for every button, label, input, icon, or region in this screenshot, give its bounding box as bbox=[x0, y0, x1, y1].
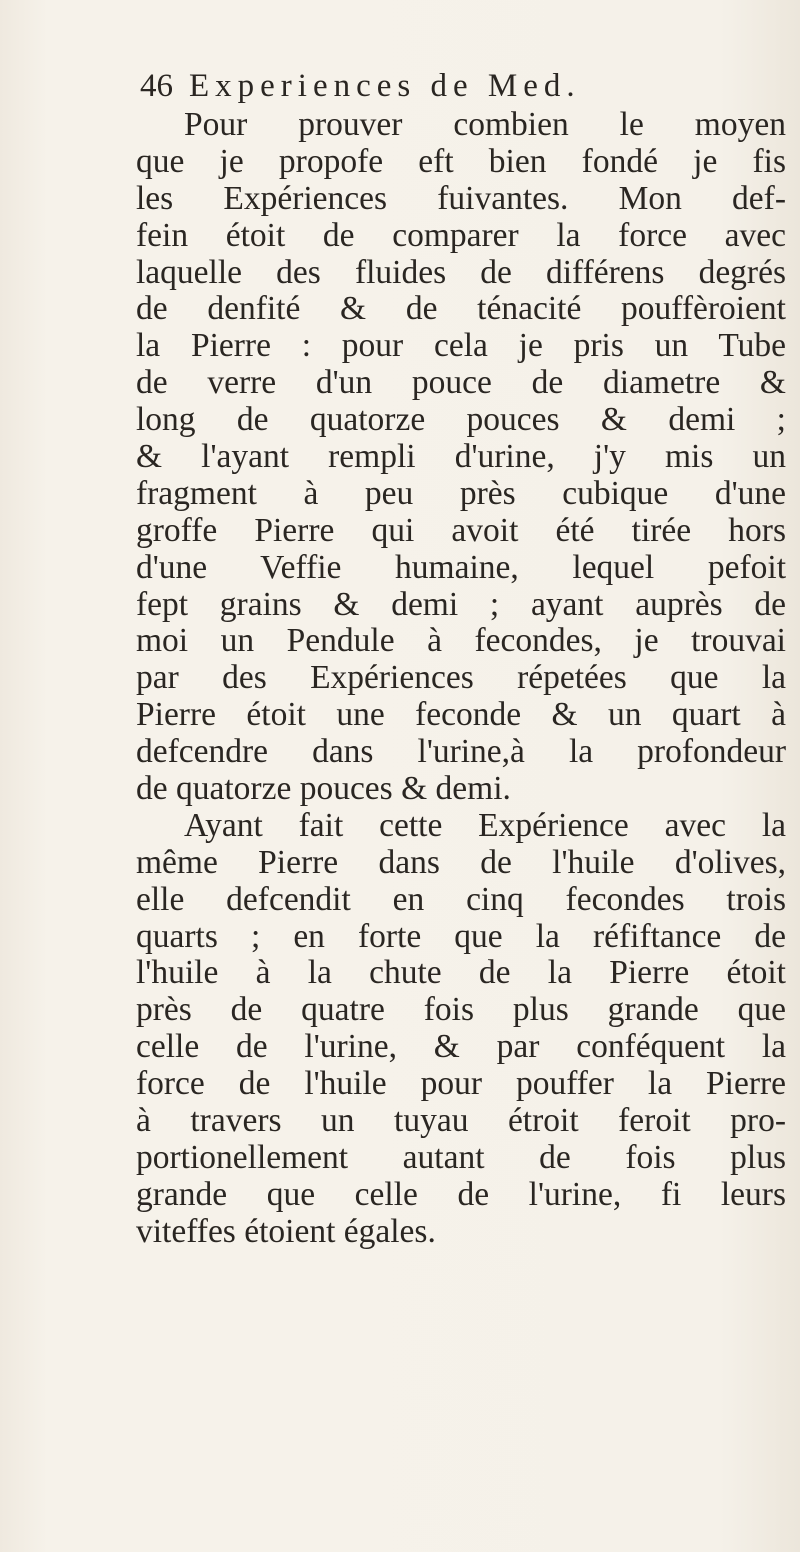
text-line: de denfité & de ténacité pouffèroient bbox=[136, 290, 786, 328]
text-line: groffe Pierre qui avoit été tirée hors bbox=[136, 511, 786, 549]
text-line: celle de l'urine, & par conféquent la bbox=[136, 1028, 786, 1066]
text-line: que je propofe eft bien fondé je fis bbox=[136, 142, 786, 180]
text-line: d'une Veffie humaine, lequel pefoit bbox=[136, 548, 786, 586]
text-line: à travers un tuyau étroit feroit pro- bbox=[136, 1102, 786, 1140]
text-line: long de quatorze pouces & demi ; bbox=[136, 401, 786, 439]
text-line: moi un Pendule à fecondes, je trouvai bbox=[136, 622, 786, 660]
text-line: laquelle des fluides de différens degrés bbox=[136, 253, 786, 291]
text-line: près de quatre fois plus grande que bbox=[136, 991, 786, 1029]
text-line: par des Expériences répetées que la bbox=[136, 659, 786, 697]
text-line: Pour prouver combien le moyen bbox=[184, 106, 786, 143]
text-line: Pierre étoit une feconde & un quart à bbox=[136, 696, 786, 734]
text-line: l'huile à la chute de la Pierre étoit bbox=[136, 954, 786, 992]
text-line: de quatorze pouces & demi. bbox=[136, 770, 511, 808]
text-line: quarts ; en forte que la réfiftance de bbox=[136, 917, 786, 955]
text-line: defcendre dans l'urine,à la profondeur bbox=[136, 733, 786, 771]
text-line: Ayant fait cette Expérience avec la bbox=[184, 806, 786, 844]
text-line: fein étoit de comparer la force avec bbox=[136, 216, 786, 254]
text-line: même Pierre dans de l'huile d'olives, bbox=[136, 843, 786, 881]
text-line: force de l'huile pour pouffer la Pierre bbox=[136, 1065, 786, 1103]
text-line: la Pierre : pour cela je pris un Tube bbox=[136, 327, 786, 365]
text-line: de verre d'un pouce de diametre & bbox=[136, 364, 786, 402]
text-line: & l'ayant rempli d'urine, j'y mis un bbox=[136, 438, 786, 476]
text-line: fept grains & demi ; ayant auprès de bbox=[136, 585, 786, 623]
body-text bbox=[136, 107, 786, 1251]
page-number: 46 bbox=[140, 68, 173, 104]
running-title: Experiences de Med. bbox=[189, 68, 581, 104]
text-line: portionellement autant de fois plus bbox=[136, 1138, 786, 1176]
text-line: viteffes étoient égales. bbox=[136, 1212, 436, 1250]
text-line: elle defcendit en cinq fecondes trois bbox=[136, 880, 786, 918]
text-line: fragment à peu près cubique d'une bbox=[136, 474, 786, 512]
running-head bbox=[140, 66, 780, 106]
text-line: les Expériences fuivantes. Mon def- bbox=[136, 179, 786, 217]
text-line: grande que celle de l'urine, fi leurs bbox=[136, 1175, 786, 1213]
